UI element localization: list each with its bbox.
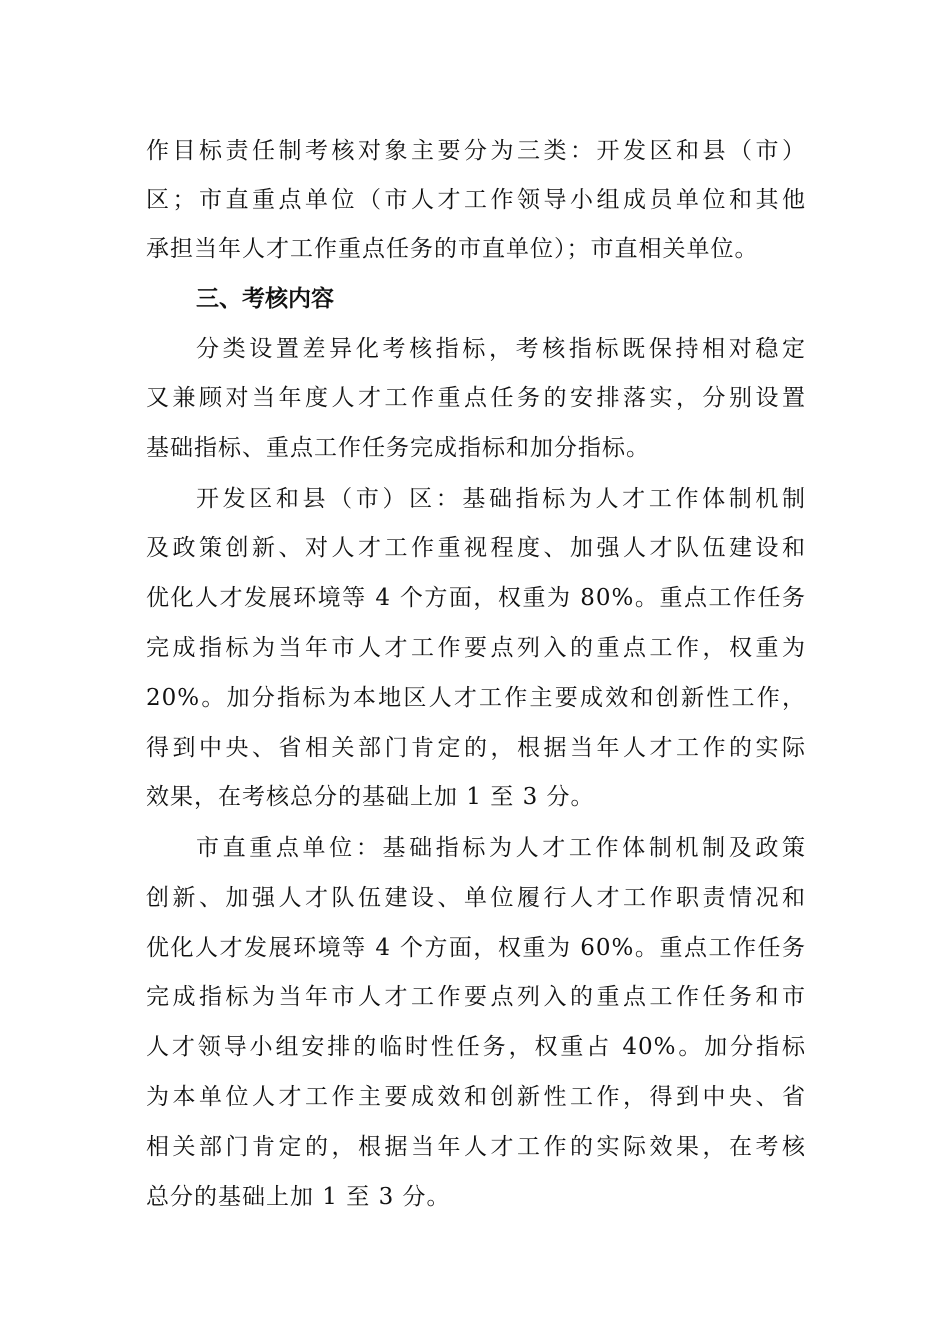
districts-line-6: 得到中央、省相关部门肯定的，根据当年人才工作的实际 <box>146 735 806 761</box>
overview-line-1: 分类设置差异化考核指标，考核指标既保持相对稳定 <box>196 336 806 362</box>
districts-line-1: 开发区和县（市）区：基础指标为人才工作体制机制 <box>196 486 806 512</box>
intro-line-3: 承担当年人才工作重点任务的市直单位）；市直相关单位。 <box>146 236 759 262</box>
overview-line-3: 基础指标、重点工作任务完成指标和加分指标。 <box>146 435 650 461</box>
intro-line-2: 区；市直重点单位（市人才工作领导小组成员单位和其他 <box>146 187 806 213</box>
districts-line-4: 完成指标为当年市人才工作要点列入的重点工作，权重为 <box>146 635 806 661</box>
units-line-2: 创新、加强人才队伍建设、单位履行人才工作职责情况和 <box>146 885 806 911</box>
units-line-7: 相关部门肯定的，根据当年人才工作的实际效果，在考核 <box>146 1134 806 1160</box>
districts-line-7: 效果，在考核总分的基础上加 1 至 3 分。 <box>146 784 595 810</box>
units-line-5: 人才领导小组安排的临时性任务，权重占 40%。加分指标 <box>146 1034 806 1060</box>
units-line-6: 为本单位人才工作主要成效和创新性工作，得到中央、省 <box>146 1084 806 1110</box>
units-line-4: 完成指标为当年市人才工作要点列入的重点工作任务和市 <box>146 984 806 1010</box>
section-heading: 三、考核内容 <box>196 286 334 312</box>
units-line-1: 市直重点单位：基础指标为人才工作体制机制及政策 <box>196 835 806 861</box>
districts-line-2: 及政策创新、对人才工作重视程度、加强人才队伍建设和 <box>146 535 806 561</box>
units-line-3: 优化人才发展环境等 4 个方面，权重为 60%。重点工作任务 <box>146 935 806 961</box>
districts-line-5: 20%。加分指标为本地区人才工作主要成效和创新性工作， <box>146 685 806 711</box>
districts-line-3: 优化人才发展环境等 4 个方面，权重为 80%。重点工作任务 <box>146 585 806 611</box>
units-line-8: 总分的基础上加 1 至 3 分。 <box>146 1184 451 1210</box>
intro-line-1: 作目标责任制考核对象主要分为三类：开发区和县（市） <box>146 138 806 164</box>
overview-line-2: 又兼顾对当年度人才工作重点任务的安排落实，分别设置 <box>146 385 806 411</box>
